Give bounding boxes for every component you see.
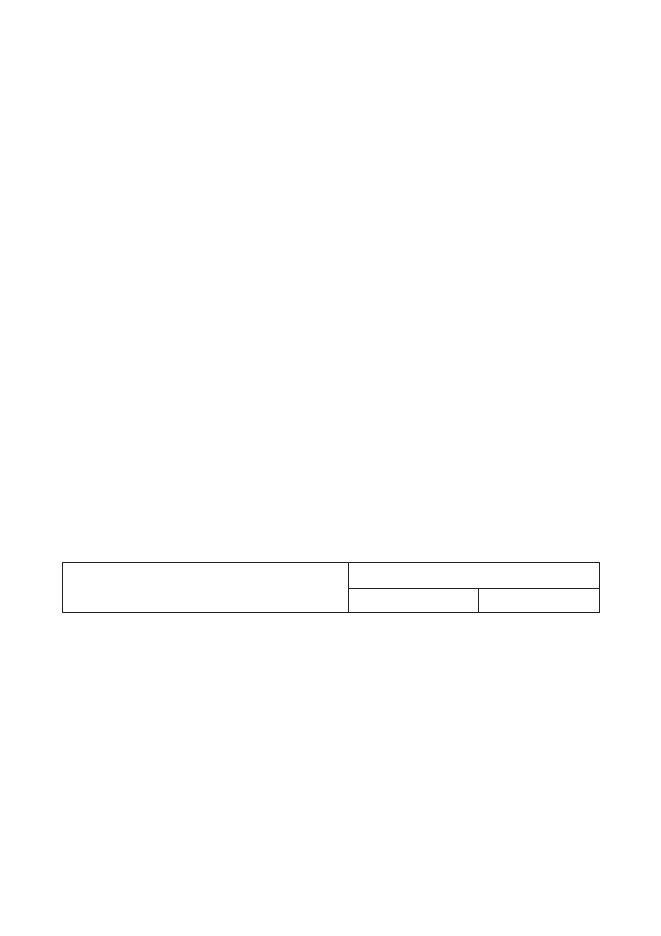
column-header-requirements: [349, 589, 479, 613]
column-header-clause-group: [349, 563, 600, 589]
document-body: [62, 52, 602, 69]
column-header-indicator: [63, 563, 349, 613]
test-program-table: [62, 562, 600, 613]
column-header-methods: [479, 589, 600, 613]
